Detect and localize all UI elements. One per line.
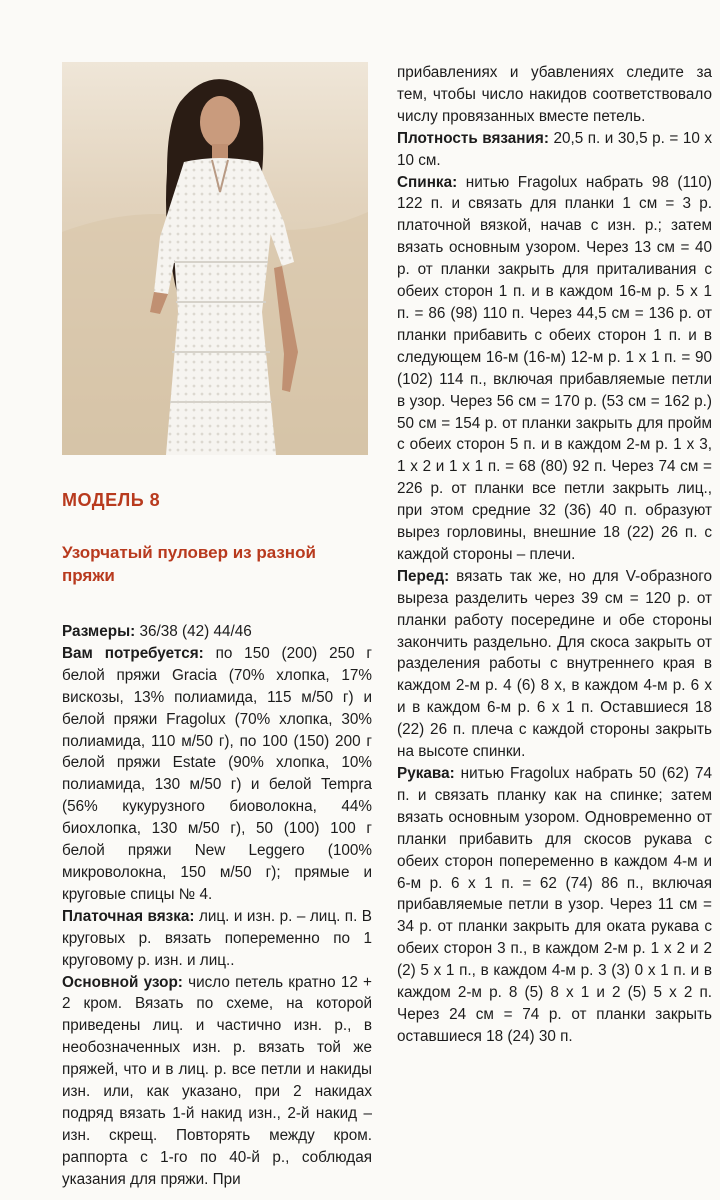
materials-paragraph (62, 643, 372, 906)
gauge-label: Плотность вязания: (397, 129, 549, 147)
garter-stitch-label: Платочная вязка: (62, 907, 195, 925)
materials-label: Вам потребуется: (62, 644, 204, 662)
model-title: МОДЕЛЬ 8 (62, 490, 161, 510)
garter-stitch-paragraph (62, 906, 372, 972)
main-pattern-text: число петель кратно 12 + 2 кром. Вязать по схеме, на которой приведены лиц. и частично изн. р., в необозначенных изн. р. вязать той же пряжей, что и в лиц. р. все петли и накиды изн. или, как указано, при 2 накидах подряд вязать 1-й накид изн., 2-й накид – изн. скрещ. Повторять между кром. раппорта с 1-го по 40-й р., соблюдая указания для пряжи. При (62, 973, 372, 1188)
materials-text: по 150 (200) 250 г белой пряжи Gracia (70% хлопка, 17% вискозы, 13% полиамида, 115 м/50 г) и белой пряжи Fragolux (70% хлопка, 30% полиамида, 110 м/50 г), по 100 (150) 200 г белой пряжи Estate (90% хлопка, 10% полиамида, 130 м/50 г) и белой Tempra (56% кукурузного биоволокна, 44% биохлопка, 130 м/50 г), 50 (100) 100 г белой пряжи New Leggero (100% микроволокна, 150 м/50 г); прямые и круговые спицы № 4. (62, 644, 373, 903)
main-pattern-label: Основной узор: (62, 973, 183, 991)
back-label: Спинка: (397, 173, 458, 191)
sleeves-paragraph (397, 763, 712, 1048)
model-subtitle: Узорчатый пуловер из разной пряжи (62, 543, 316, 585)
front-paragraph (397, 566, 712, 763)
gauge-paragraph (397, 128, 712, 172)
front-label: Перед: (397, 567, 450, 585)
sizes-paragraph (62, 621, 372, 643)
sleeves-text: нитью Fragolux набрать 50 (62) 74 п. и связать планку как на спинке; затем вязать основным узором. Одновременно от планки прибавить для скосов рукава с обеих сторон попеременно в каждом 4-м и 6-м р. 6 х 1 п. = 62 (74) 86 п., включая прибавляемые петли в узор. Через 11 см = 34 р. от планки закрыть для оката рукава с обеих сторон 3 п., в каждом 2-м р. 1 х 2 и 2 (2) 5 х 1 п., в каждом 4-м р. 3 (3) 0 х 1 п. и в каждом 2-м р. 8 (5) 8 х 1 и 2 (5) 5 х 2 п. Через 24 см = 74 р. от планки закрыть оставшиеся 18 (24) 30 п. (397, 765, 712, 1045)
continuation-text: прибавлениях и убавлениях следите за тем, чтобы число накидов соответствовало числу провязанных вместе петель. (397, 64, 712, 125)
right-column (397, 62, 712, 1048)
model-illustration (62, 62, 368, 455)
back-text: нитью Fragolux набрать 98 (110) 122 п. и связать для планки 1 см = 3 р. платочной вязкой, начав с изн. р.; затем вязать основным узором. Через 13 см = 40 р. от планки закрыть для приталивания с обеих сторон 1 п. и в каждом 16-м р. 5 х 1 п. = 86 (98) 110 п. Через 44,5 см = 136 р. от планки прибавить с обеих сторон 1 п. и в следующем 16-м (16-м) 12-м р. 1 х 1 п. = 90 (102) 114 п., включая прибавляемые петли в узор. Через 56 см = 170 р. (53 см = 162 р.) 50 см = 154 р. от планки закрыть для пройм с обеих сторон 5 п. и в каждом 2-м р. 1 х 3, 1 х 2 и 1 х 1 п. = 68 (80) 92 п. Через 74 см = 226 р. от планки все петли закрыть лиц., при этом средние 32 (36) 40 п. образуют вырез горловины, внешние 18 (22) 26 п. с каждой стороны – плечи. (397, 173, 712, 563)
continuation-paragraph (397, 62, 712, 128)
sizes-label: Размеры: (62, 623, 136, 640)
model-photo (62, 62, 368, 455)
garter-stitch-text: лиц. и изн. р. – лиц. п. В круговых р. вязать попеременно по 1 круговому р. изн. и лиц.. (62, 907, 372, 969)
left-column (62, 480, 372, 1191)
sleeves-label: Рукава: (397, 765, 455, 782)
front-text: вязать так же, но для V-образного выреза разделить через 39 см = 120 р. от планки работу посередине и обе стороны закончить раздельно. Для скоса закрыть от разделения работы с внутреннего края в каждом 2-м р. 4 (6) 8 х, в каждом 4-м р. 6 х и в каждом 6-м р. 6 х 1 п. Оставшиеся 18 (22) 26 п. плеча с каждой стороны закрыть на высоте спинки. (397, 567, 712, 761)
main-pattern-paragraph (62, 972, 372, 1191)
back-paragraph (397, 172, 712, 566)
sizes-text: 36/38 (42) 44/46 (135, 623, 252, 640)
gauge-text: 20,5 п. и 30,5 р. = 10 х 10 см. (397, 129, 713, 169)
